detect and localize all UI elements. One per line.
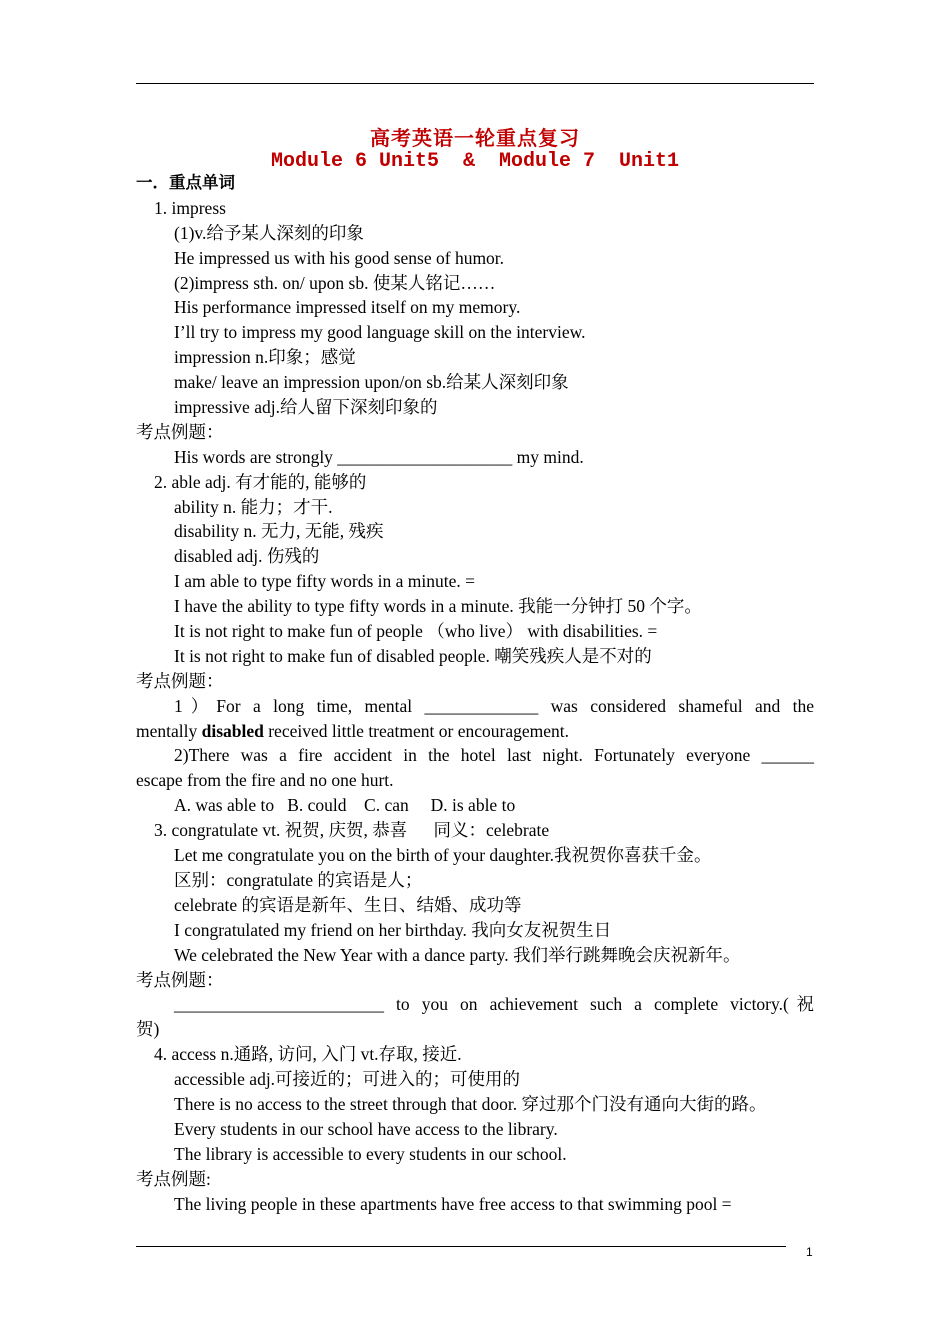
text-line: disabled adj. 伤残的 bbox=[174, 546, 320, 567]
text-line: 区别：congratulate 的宾语是人； bbox=[174, 869, 423, 890]
document-body bbox=[136, 171, 814, 1216]
example-sentence: It is not right to make fun of disabled people. 嘲笑残疾人是不对的 bbox=[174, 645, 652, 666]
text-span: mentally bbox=[136, 720, 202, 741]
bold-word: disabled bbox=[201, 720, 264, 741]
item-heading: 4. access n.通路, 访问, 入门 vt.存取, 接近. bbox=[154, 1044, 462, 1065]
exercise-question-continued bbox=[136, 719, 814, 744]
exercise-question: 1）For a long time, mental _____________ was considered shameful and the bbox=[174, 695, 814, 716]
exercise-question: His words are strongly ____________________ my mind. bbox=[174, 446, 584, 467]
text-line: ability n. 能力；才干. bbox=[174, 496, 333, 517]
example-sentence: We celebrated the New Year with a dance party. 我们举行跳舞晚会庆祝新年。 bbox=[174, 944, 741, 965]
example-sentence: It is not right to make fun of people （who live） with disabilities. = bbox=[174, 621, 658, 642]
exercise-question-continued: escape from the fire and no one hurt. bbox=[136, 770, 394, 791]
example-sentence: The library is accessible to every students in our school. bbox=[174, 1143, 567, 1164]
text-line: impression n.印象；感觉 bbox=[174, 347, 356, 368]
text-line: make/ leave an impression upon/on sb.给某人深刻印象 bbox=[174, 372, 569, 393]
footer-rule bbox=[136, 1246, 786, 1247]
document-subtitle: Module 6 Unit5 & Module 7 Unit1 bbox=[270, 150, 680, 173]
example-sentence: He impressed us with his good sense of humor. bbox=[174, 247, 505, 268]
example-sentence: Every students in our school have access to the library. bbox=[174, 1118, 558, 1139]
example-sentence: Let me congratulate you on the birth of your daughter.我祝贺你喜获千金。 bbox=[174, 845, 712, 866]
section-heading: 一．重点单词 bbox=[136, 173, 235, 192]
exercise-question: ________________________ to you on achievement such a complete victory.(祝 bbox=[174, 994, 814, 1015]
example-sentence: I’ll try to impress my good language skill on the interview. bbox=[174, 322, 586, 343]
item-heading: 3. congratulate vt. 祝贺, 庆贺, 恭喜 同义：celebrate bbox=[154, 820, 550, 841]
exercise-question-continued: 贺) bbox=[136, 1019, 160, 1040]
item-heading: 1. impress bbox=[154, 197, 226, 218]
text-line: accessible adj.可接近的；可进入的；可使用的 bbox=[174, 1069, 521, 1090]
exercise-label: 考点例题: bbox=[136, 1168, 211, 1189]
item-heading: 2. able adj. 有才能的, 能够的 bbox=[154, 471, 367, 492]
exercise-label: 考点例题： bbox=[136, 670, 224, 691]
header-rule bbox=[136, 83, 814, 84]
text-line: (2)impress sth. on/ upon sb. 使某人铭记…… bbox=[174, 272, 496, 293]
exercise-label: 考点例题： bbox=[136, 969, 224, 990]
example-sentence: I congratulated my friend on her birthday. 我向女友祝贺生日 bbox=[174, 919, 612, 940]
page-number: 1 bbox=[806, 1245, 813, 1259]
example-sentence: There is no access to the street through that door. 穿过那个门没有通向大街的路。 bbox=[174, 1093, 767, 1114]
text-span: received little treatment or encouragement. bbox=[263, 720, 569, 741]
answer-options: A. was able to B. could C. can D. is able to bbox=[174, 795, 516, 816]
exercise-question: 2)There was a fire accident in the hotel last night. Fortunately everyone ______ bbox=[174, 745, 814, 766]
text-line: impressive adj.给人留下深刻印象的 bbox=[174, 397, 438, 418]
text-line: disability n. 无力, 无能, 残疾 bbox=[174, 521, 384, 542]
example-sentence: His performance impressed itself on my memory. bbox=[174, 297, 521, 318]
exercise-question: The living people in these apartments have free access to that swimming pool = bbox=[174, 1193, 732, 1214]
text-line: (1)v.给予某人深刻的印象 bbox=[174, 222, 364, 243]
document-title: 高考英语一轮重点复习 bbox=[370, 126, 580, 150]
text-line: celebrate 的宾语是新年、生日、结婚、成功等 bbox=[174, 894, 522, 915]
example-sentence: I am able to type fifty words in a minute. = bbox=[174, 571, 475, 592]
example-sentence: I have the ability to type fifty words in a minute. 我能一分钟打 50 个字。 bbox=[174, 596, 702, 617]
exercise-label: 考点例题： bbox=[136, 421, 224, 442]
